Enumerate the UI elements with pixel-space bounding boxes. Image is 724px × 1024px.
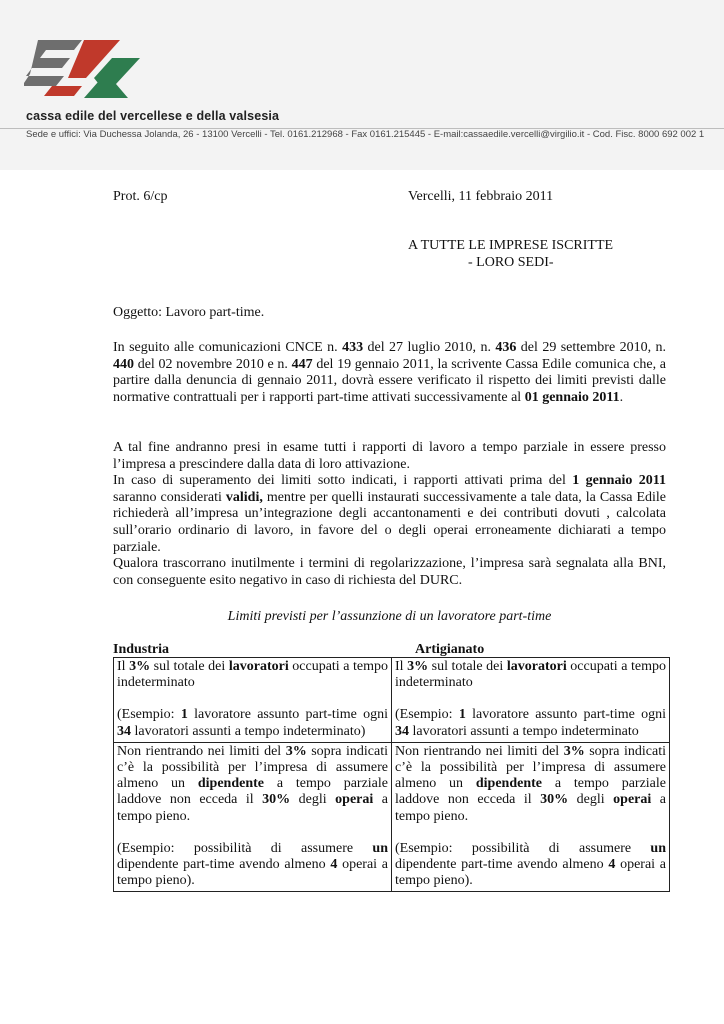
paragraph-exceeding-limits: In caso di superamento dei limiti sotto indicati, i rapporti attivati prima del 1 gennaio 2011 saranno considerati validi, mentre per quelli instaurati successivamente a tale data, la Cassa Edile richiederà all’impresa un’integrazione degli accantonamenti e dei contributi dovuti , calcolata sull’orario ordinario di lavoro, in favore del o degli operai erroneamente dichiarati a tempo parziale. <box>113 473 666 555</box>
place-and-date: Vercelli, 11 febbraio 2011 <box>408 189 554 204</box>
limits-table <box>113 657 670 892</box>
column-header-artigianato: Artigianato <box>415 642 485 657</box>
subject-line: Oggetto: Lavoro part-time. <box>113 305 265 320</box>
recipient-line-2: - LORO SEDI- <box>468 255 554 270</box>
organization-name: cassa edile del vercellese e della valsesia <box>26 109 280 123</box>
letterhead <box>0 0 724 170</box>
limits-table-caption: Limiti previsti per l’assunzione di un lavoratore part-time <box>227 609 552 624</box>
cell-industria-3-percent: Il 3% sul totale dei lavoratori occupati a tempo indeterminato (Esempio: 1 lavoratore assunto part-time ogni 34 lavoratori assunti a tempo indeterminato) <box>114 658 392 743</box>
paragraph-scope: A tal fine andranno presi in esame tutti i rapporti di lavoro a tempo parziale in essere presso l’impresa a prescindere dalla data di loro attivazione. <box>113 440 666 472</box>
cell-industria-30-percent: Non rientrando nei limiti del 3% sopra indicati c’è la possibilità per l’impresa di assumere almeno un dipendente a tempo parziale laddove non ecceda il 30% degli operai a tempo pieno. (Esempio: possibilità di assumere un dipendente part-time avendo almeno 4 operai a tempo pieno). <box>114 742 392 892</box>
logo-gray-shape <box>24 40 82 86</box>
table-row <box>114 658 670 743</box>
column-header-industria: Industria <box>113 642 170 657</box>
contact-info: Sede e uffici: Via Duchessa Jolanda, 26 - 13100 Vercelli - Tel. 0161.212968 - Fax 0161.215445 - E-mail:cassaedile.vercelli@virgilio.it - Cod. Fisc. 8000 692 002 1 <box>26 129 705 140</box>
paragraph-verification-rules <box>113 440 666 589</box>
paragraph-bni-durc: Qualora trascorrano inutilmente i termini di regolarizzazione, l’impresa sarà segnalata alla BNI, con conseguente esito negativo in caso di richiesta del DURC. <box>113 556 666 588</box>
recipient-line-1: A TUTTE LE IMPRESE ISCRITTE <box>408 238 614 253</box>
table-row <box>114 742 670 892</box>
protocol-number: Prot. 6/cp <box>113 189 168 204</box>
paragraph-cnce-communications: In seguito alle comunicazioni CNCE n. 433 del 27 luglio 2010, n. 436 del 29 settembre 2010, n. 440 del 02 novembre 2010 e n. 447 del 19 gennaio 2011, la scrivente Cassa Edile comunica che, a partire dalla denuncia di gennaio 2011, dovrà essere verificato il rispetto dei limiti previsti dalle normative contrattuali per i rapporti part-time attivati successivamente al 01 gennaio 2011. <box>113 340 667 405</box>
cell-artigianato-30-percent: Non rientrando nei limiti del 3% sopra indicati c’è la possibilità per l’impresa di assumere almeno un dipendente a tempo parziale laddove non ecceda il 30% degli operai a tempo pieno. (Esempio: possibilità di assumere un dipendente part-time avendo almeno 4 operai a tempo pieno). <box>392 742 670 892</box>
cell-artigianato-3-percent: Il 3% sul totale dei lavoratori occupati a tempo indeterminato (Esempio: 1 lavoratore assunto part-time ogni 34 lavoratori assunti a tempo indeterminato <box>392 658 670 743</box>
cassa-edile-logo <box>24 38 140 108</box>
